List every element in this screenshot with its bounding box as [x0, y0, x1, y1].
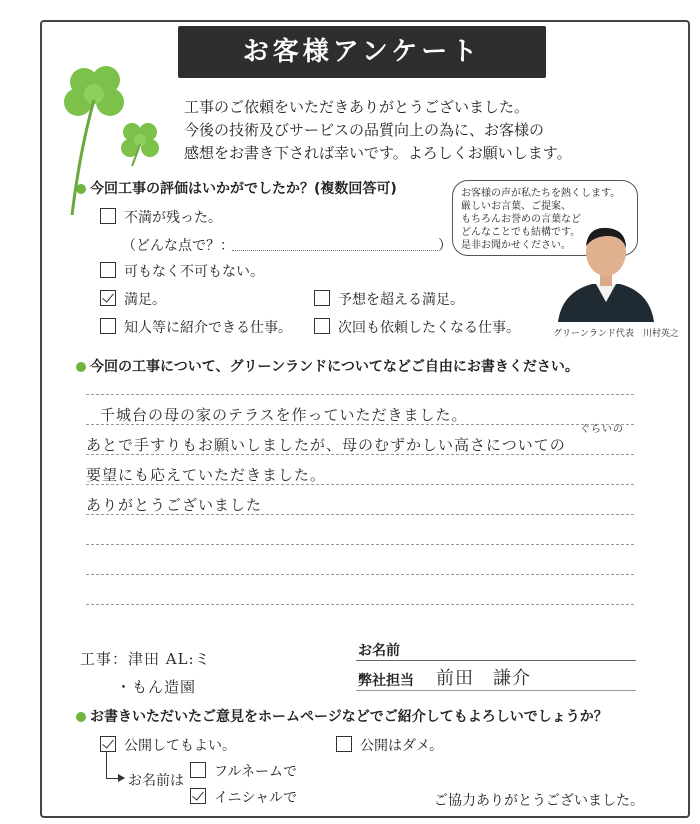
- comment-line: [86, 544, 634, 545]
- option-neutral-label: 可もなく不可もない。: [124, 264, 264, 280]
- bubble-line: どんなことでも結構です。: [461, 227, 581, 238]
- intro-line: 今後の技術及びサービスの品質向上の為に、お客様の: [184, 121, 545, 139]
- intro-line: 工事のご依頼をいただきありがとうございました。: [184, 98, 530, 116]
- intro-line: 感想をお書き下されば幸いです。よろしくお願いします。: [184, 144, 572, 162]
- comment-text-line3: 要望にも応えていただきました。: [86, 466, 327, 484]
- initials-label: イニシャルで: [214, 790, 298, 806]
- option-dissatisfied-label: 不満が残った。: [124, 210, 222, 226]
- checkbox-full-name[interactable]: [190, 762, 206, 778]
- bubble-line: お客様の声が私たちを熱くします。: [461, 188, 621, 199]
- question2-heading: [76, 356, 579, 376]
- question3-heading: [76, 706, 608, 726]
- option-what-point-label: （どんな点で？：: [122, 238, 234, 254]
- comment-line: [86, 394, 634, 395]
- checkbox-beyond[interactable]: [314, 290, 330, 306]
- checkbox-neutral[interactable]: [100, 262, 116, 278]
- bullet-icon: [76, 712, 86, 722]
- bubble-line: 厳しいお言葉、ご提案、: [461, 201, 571, 212]
- representative-caption: グリーンランド代表 川村英之: [553, 329, 679, 339]
- bullet-icon: [76, 362, 86, 372]
- comment-text-line4: ありがとうございました: [86, 496, 263, 514]
- question2-text: 今回の工事について、グリーンランドについてなどご自由にお書きください。: [90, 359, 579, 375]
- staff-name: 前田 謙介: [436, 668, 531, 689]
- comment-line: [86, 574, 634, 575]
- publish-ok-label: 公開してもよい。: [124, 738, 236, 754]
- checkbox-again[interactable]: [314, 318, 330, 334]
- comment-text-line1: 千城台の母の家のテラスを作っていただきました。: [100, 406, 468, 424]
- what-point-line[interactable]: [232, 250, 438, 251]
- bullet-icon: [76, 184, 86, 194]
- option-what-point-close: ）: [438, 238, 452, 254]
- checkbox-publish-ng[interactable]: [336, 736, 352, 752]
- option-recommend-label: 知人等に紹介できる仕事。: [124, 320, 292, 336]
- name-label: お名前: [358, 643, 400, 659]
- option-satisfied-label: 満足。: [124, 292, 166, 308]
- option-again-label: 次回も依頼したくなる仕事。: [338, 320, 520, 336]
- question3-text: お書きいただいたご意見をホームページなどでご紹介してもよろしいでしょうか？: [90, 709, 608, 725]
- title-banner: [178, 26, 546, 78]
- footer-thanks: ご協力ありがとうございました。: [434, 793, 644, 809]
- question1-text: 今回工事の評価はいかがでしたか？(複数回答可): [90, 181, 397, 197]
- checkbox-recommend[interactable]: [100, 318, 116, 334]
- representative-photo: [552, 222, 660, 322]
- comment-text-line2: あとで手すりもお願いしましたが、母のむずかしい高さについての: [86, 436, 566, 454]
- checkbox-satisfied[interactable]: [100, 290, 116, 306]
- checkbox-initials[interactable]: [190, 788, 206, 804]
- staff-divider: [356, 690, 636, 691]
- checkbox-publish-ok[interactable]: [100, 736, 116, 752]
- arrow-line: [106, 752, 107, 778]
- bubble-line: もちろんお誉めの言葉など: [461, 214, 581, 225]
- comment-insert-text: ぐらいの: [580, 424, 624, 435]
- full-name-label: フルネームで: [214, 764, 298, 780]
- clover-small-icon: [116, 118, 166, 168]
- name-divider: [356, 660, 636, 661]
- staff-label: 弊社担当: [358, 673, 414, 689]
- intro-text: [184, 96, 634, 165]
- question1-heading: [76, 178, 397, 198]
- arrow-head-icon: [118, 774, 125, 782]
- page-title: お客様アンケート: [242, 37, 482, 67]
- checkbox-dissatisfied[interactable]: [100, 208, 116, 224]
- option-beyond-label: 予想を超える満足。: [338, 292, 464, 308]
- crew-line1: 工事：津田 AL:ミ: [80, 650, 211, 668]
- bubble-line: 是非お聞かせください。: [461, 240, 571, 251]
- crew-line2: ・もん造園: [116, 678, 197, 696]
- publish-ng-label: 公開はダメ。: [360, 738, 444, 754]
- name-is-label: お名前は: [128, 773, 184, 789]
- comment-line: [86, 604, 634, 605]
